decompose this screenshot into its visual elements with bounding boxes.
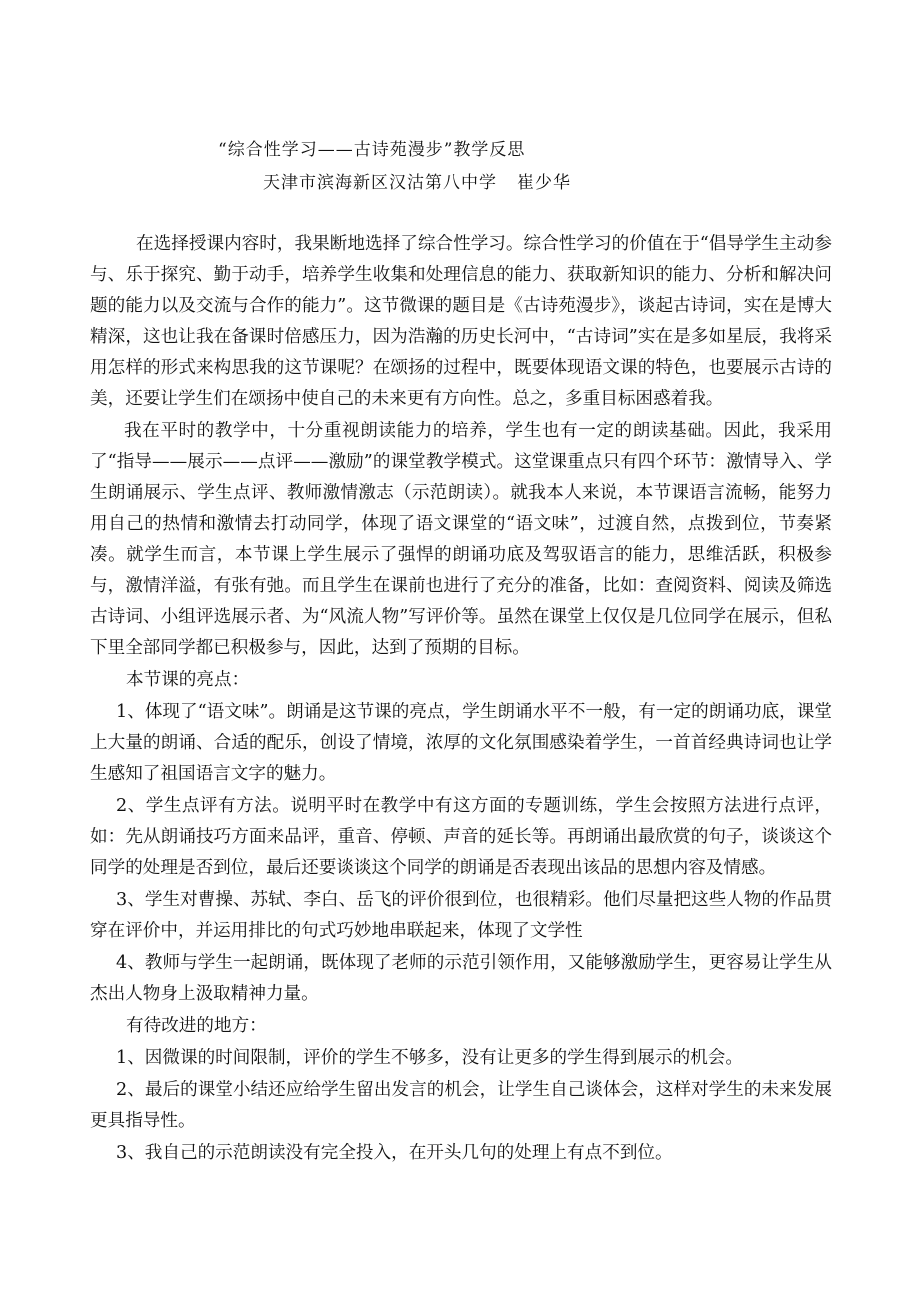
document-title: “综合性学习——古诗苑漫步”教学反思	[218, 140, 526, 160]
highlights-heading: 本节课的亮点：	[126, 670, 250, 690]
paragraph: 我在平时的教学中，十分重视朗读能力的培养，学生也有一定的朗读基础。因此，我采用了“指导——展示——点评——激励”的课堂教学模式。这堂课重点只有四个环节：激情导入、学生朗诵展示、学生点评、教师激情激志（示范朗读）。就我本人来说，本节课语言流畅，能努力用自己的热情和激情去打动同学，体现了语文课堂的“语文味”，过渡自然，点拨到位，节奏紧凑。就学生而言，本节课上学生展示了强悍的朗诵功底及驾驭语言的能力，思维活跃，积极参与，激情洋溢，有张有弛。而且学生在课前也进行了充分的准备，比如：查阅资料、阅读及筛选古诗词、小组评选展示者、为“风流人物”写评价等。虽然在课堂上仅仅是几位同学在展示，但私下里全部同学都已积极参与，因此，达到了预期的目标。	[90, 421, 832, 658]
paragraph: 在选择授课内容时，我果断地选择了综合性学习。综合性学习的价值在于“倡导学生主动参与、乐于探究、勤于动手，培养学生收集和处理信息的能力、获取新知识的能力、分析和解决问题的能力以及交流与合作的能力”。这节微课的题目是《古诗苑漫步》，谈起古诗词，实在是博大精深，这也让我在备课时倍感压力，因为浩瀚的历史长河中，“古诗词”实在是多如星辰，我将采用怎样的形式来构思我的这节课呢？在颂扬的过程中，既要体现语文课的特色，也要展示古诗的美，还要让学生们在颂扬中使自己的未来更有方向性。总之，多重目标困惑着我。	[90, 234, 832, 409]
improvement-item: 1、因微课的时间限制，评价的学生不够多，没有让更多的学生得到展示的机会。	[116, 1048, 743, 1068]
highlight-item: 1、体现了“语文味”。朗诵是这节课的亮点，学生朗诵水平不一般，有一定的朗诵功底，课堂上大量的朗诵、合适的配乐，创设了情境，浓厚的文化氛围感染着学生，一首首经典诗词也让学生感知了祖国语言文字的魅力。	[90, 702, 832, 784]
author-line	[263, 168, 571, 193]
improvement-item: 2、最后的课堂小结还应给学生留出发言的机会，让学生自己谈体会，这样对学生的未来发展更具指导性。	[90, 1080, 832, 1131]
author-name: 崔少华	[517, 173, 571, 193]
document-body	[90, 229, 832, 1170]
improvements-heading: 有待改进的地方：	[126, 1016, 267, 1036]
highlight-item: 4、教师与学生一起朗诵，既体现了老师的示范引领作用，又能够激励学生，更容易让学生从杰出人物身上汲取精神力量。	[90, 953, 832, 1004]
author-school: 天津市滨海新区汉沽第八中学	[263, 173, 497, 193]
highlight-item: 2、学生点评有方法。说明平时在教学中有这方面的专题训练，学生会按照方法进行点评，如：先从朗诵技巧方面来品评，重音、停顿、声音的延长等。再朗诵出最欣赏的句子，谈谈这个同学的处理是否到位，最后还要谈谈这个同学的朗诵是否表现出该品的思想内容及情感。	[90, 796, 832, 878]
improvement-item: 3、我自己的示范朗读没有完全投入，在开头几句的处理上有点不到位。	[116, 1143, 673, 1163]
highlight-item: 3、学生对曹操、苏轼、李白、岳飞的评价很到位，也很精彩。他们尽量把这些人物的作品贯穿在评价中，并运用排比的句式巧妙地串联起来，体现了文学性	[90, 890, 832, 941]
